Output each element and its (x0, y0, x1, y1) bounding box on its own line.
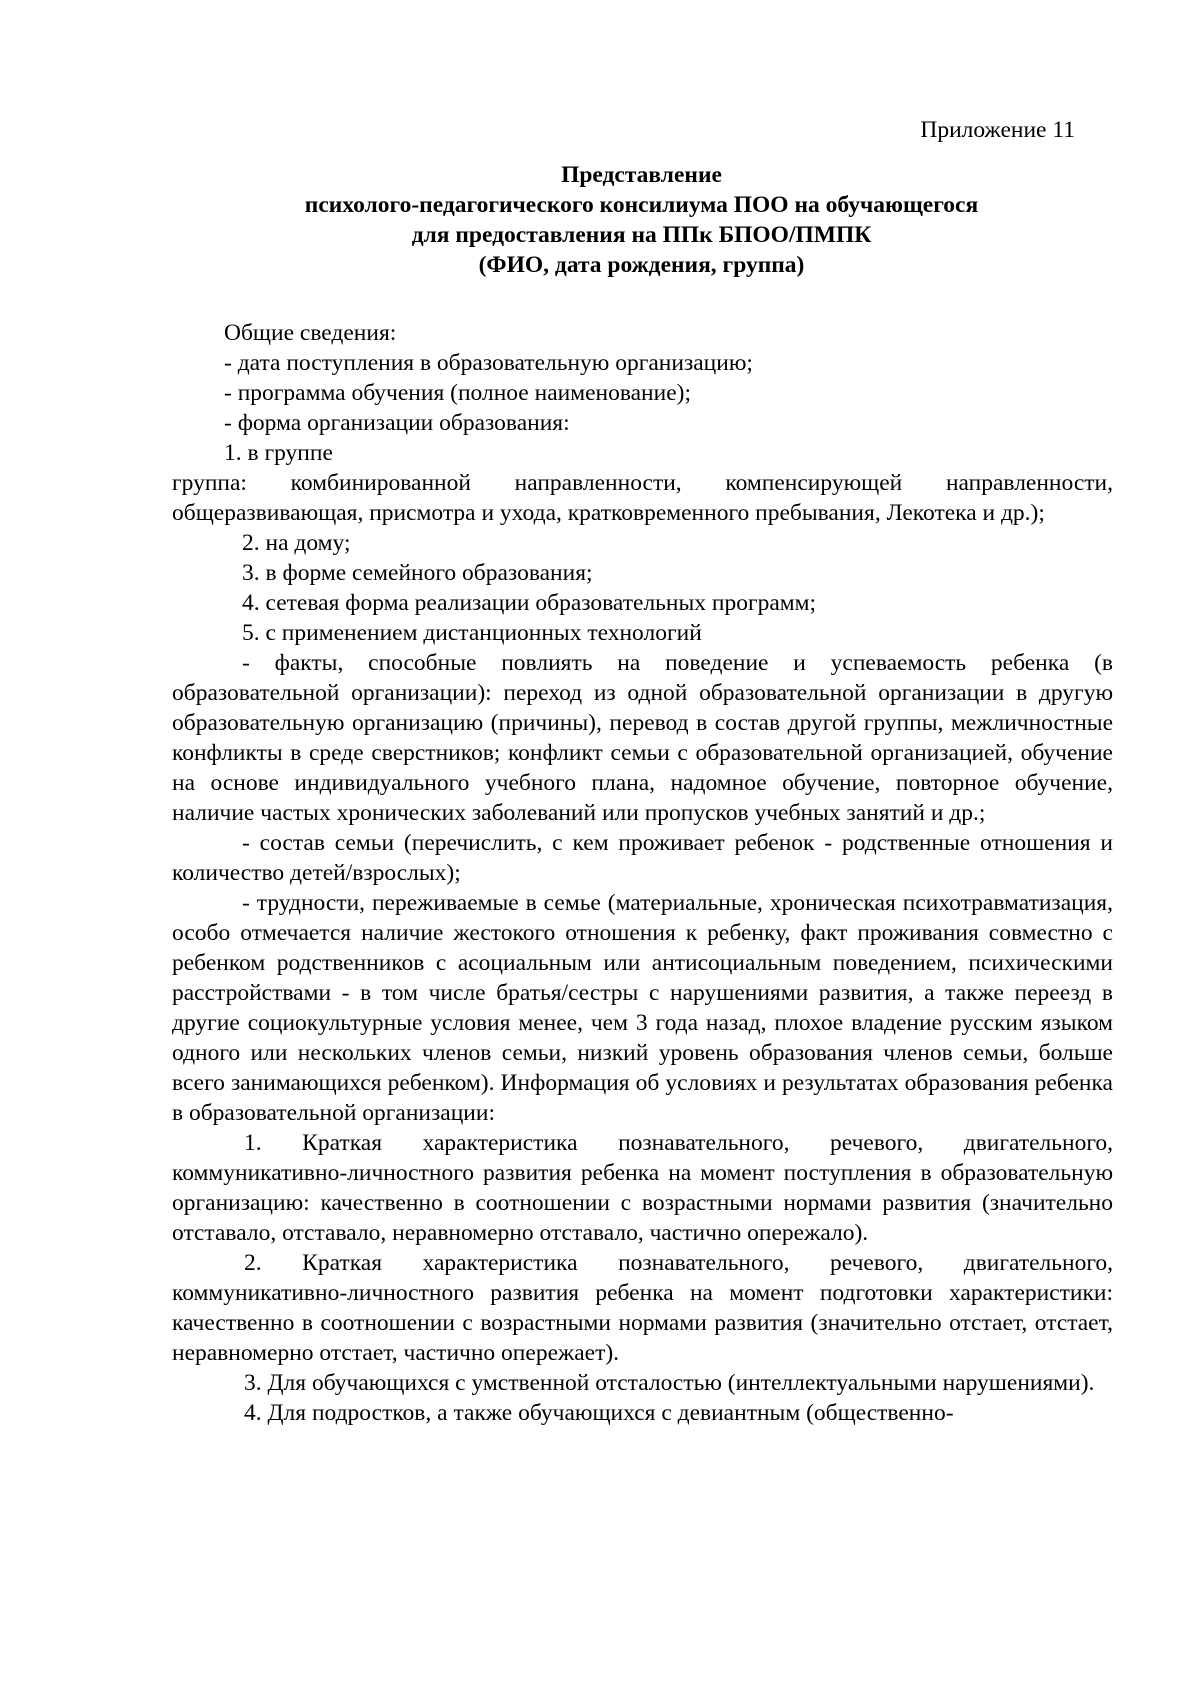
form-option-remote: 5. с применением дистанционных технологий (242, 620, 702, 646)
family-paragraph: - состав семьи (перечислить, с кем проживает ребенок - родственные отношения и количество детей/взрослых); (172, 830, 1113, 886)
facts-paragraph: - факты, способные повлиять на поведение и успеваемость ребенка (в образовательной организации): переход из одной образовательной организации в другую образовательную организацию (причины), перевод в состав другой группы, межличностные конфликты в среде сверстников; конфликт семьи с образовательной организацией, обучение на основе индивидуального учебного плана, надомное обучение, повторное обучение, наличие частых хронических заболеваний или пропусков учебных занятий и др.; (172, 650, 1113, 826)
admission-date-item: - дата поступления в образовательную организацию; (224, 350, 753, 376)
form-option-family: 3. в форме семейного образования; (242, 560, 593, 586)
form-option-group: 1. в группе (224, 440, 333, 466)
title-line: Представление (561, 162, 722, 188)
program-item: - программа обучения (полное наименование); (224, 380, 691, 406)
title-line: для предоставления на ППк БПОО/ПМПК (411, 222, 872, 248)
general-heading: Общие сведения: (224, 320, 397, 346)
numbered-item-3: 3. Для обучающихся с умственной отсталостью (интеллектуальными нарушениями). (244, 1370, 1095, 1396)
form-item: - форма организации образования: (224, 410, 570, 436)
numbered-item-1: 1. Краткая характеристика познавательного, речевого, двигательного, коммуникативно-личностного развития ребенка на момент поступления в образовательную организацию: качественно в соотношении с возрастными нормами развития (значительно отставало, отставало, неравномерно отставало, частично опережало). (172, 1130, 1113, 1246)
group-types-paragraph: группа: комбинированной направленности, компенсирующей направленности, общеразвивающая, присмотра и ухода, кратковременного пребывания, Лекотека и др.); (172, 470, 1113, 526)
document-title (170, 160, 1113, 280)
appendix-label: Приложение 11 (920, 117, 1075, 143)
numbered-item-4: 4. Для подростков, а также обучающихся с девиантным (общественно- (244, 1400, 954, 1426)
title-line: психолого-педагогического консилиума ПОО на обучающегося (304, 192, 979, 218)
title-line: (ФИО, дата рождения, группа) (478, 252, 805, 278)
document-body (172, 318, 1113, 1428)
difficulties-paragraph: - трудности, переживаемые в семье (материальные, хроническая психотравматизация, особо отмечается наличие жестокого отношения к ребенку, факт проживания совместно с ребенком родственников с асоциальным или антисоциальным поведением, психическими расстройствами - в том числе братья/сестры с нарушениями развития, а также переезд в другие социокультурные условия менее, чем 3 года назад, плохое владение русским языком одного или нескольких членов семьи, низкий уровень образования членов семьи, больше всего занимающихся ребенком). Информация об условиях и результатах образования ребенка в образовательной организации: (172, 890, 1113, 1126)
form-option-network: 4. сетевая форма реализации образовательных программ; (242, 590, 817, 616)
form-option-home: 2. на дому; (242, 530, 351, 556)
numbered-item-2: 2. Краткая характеристика познавательного, речевого, двигательного, коммуникативно-личностного развития ребенка на момент подготовки характеристики: качественно в соотношении с возрастными нормами развития (значительно отстает, отстает, неравномерно отстает, частично опережает). (172, 1250, 1113, 1366)
